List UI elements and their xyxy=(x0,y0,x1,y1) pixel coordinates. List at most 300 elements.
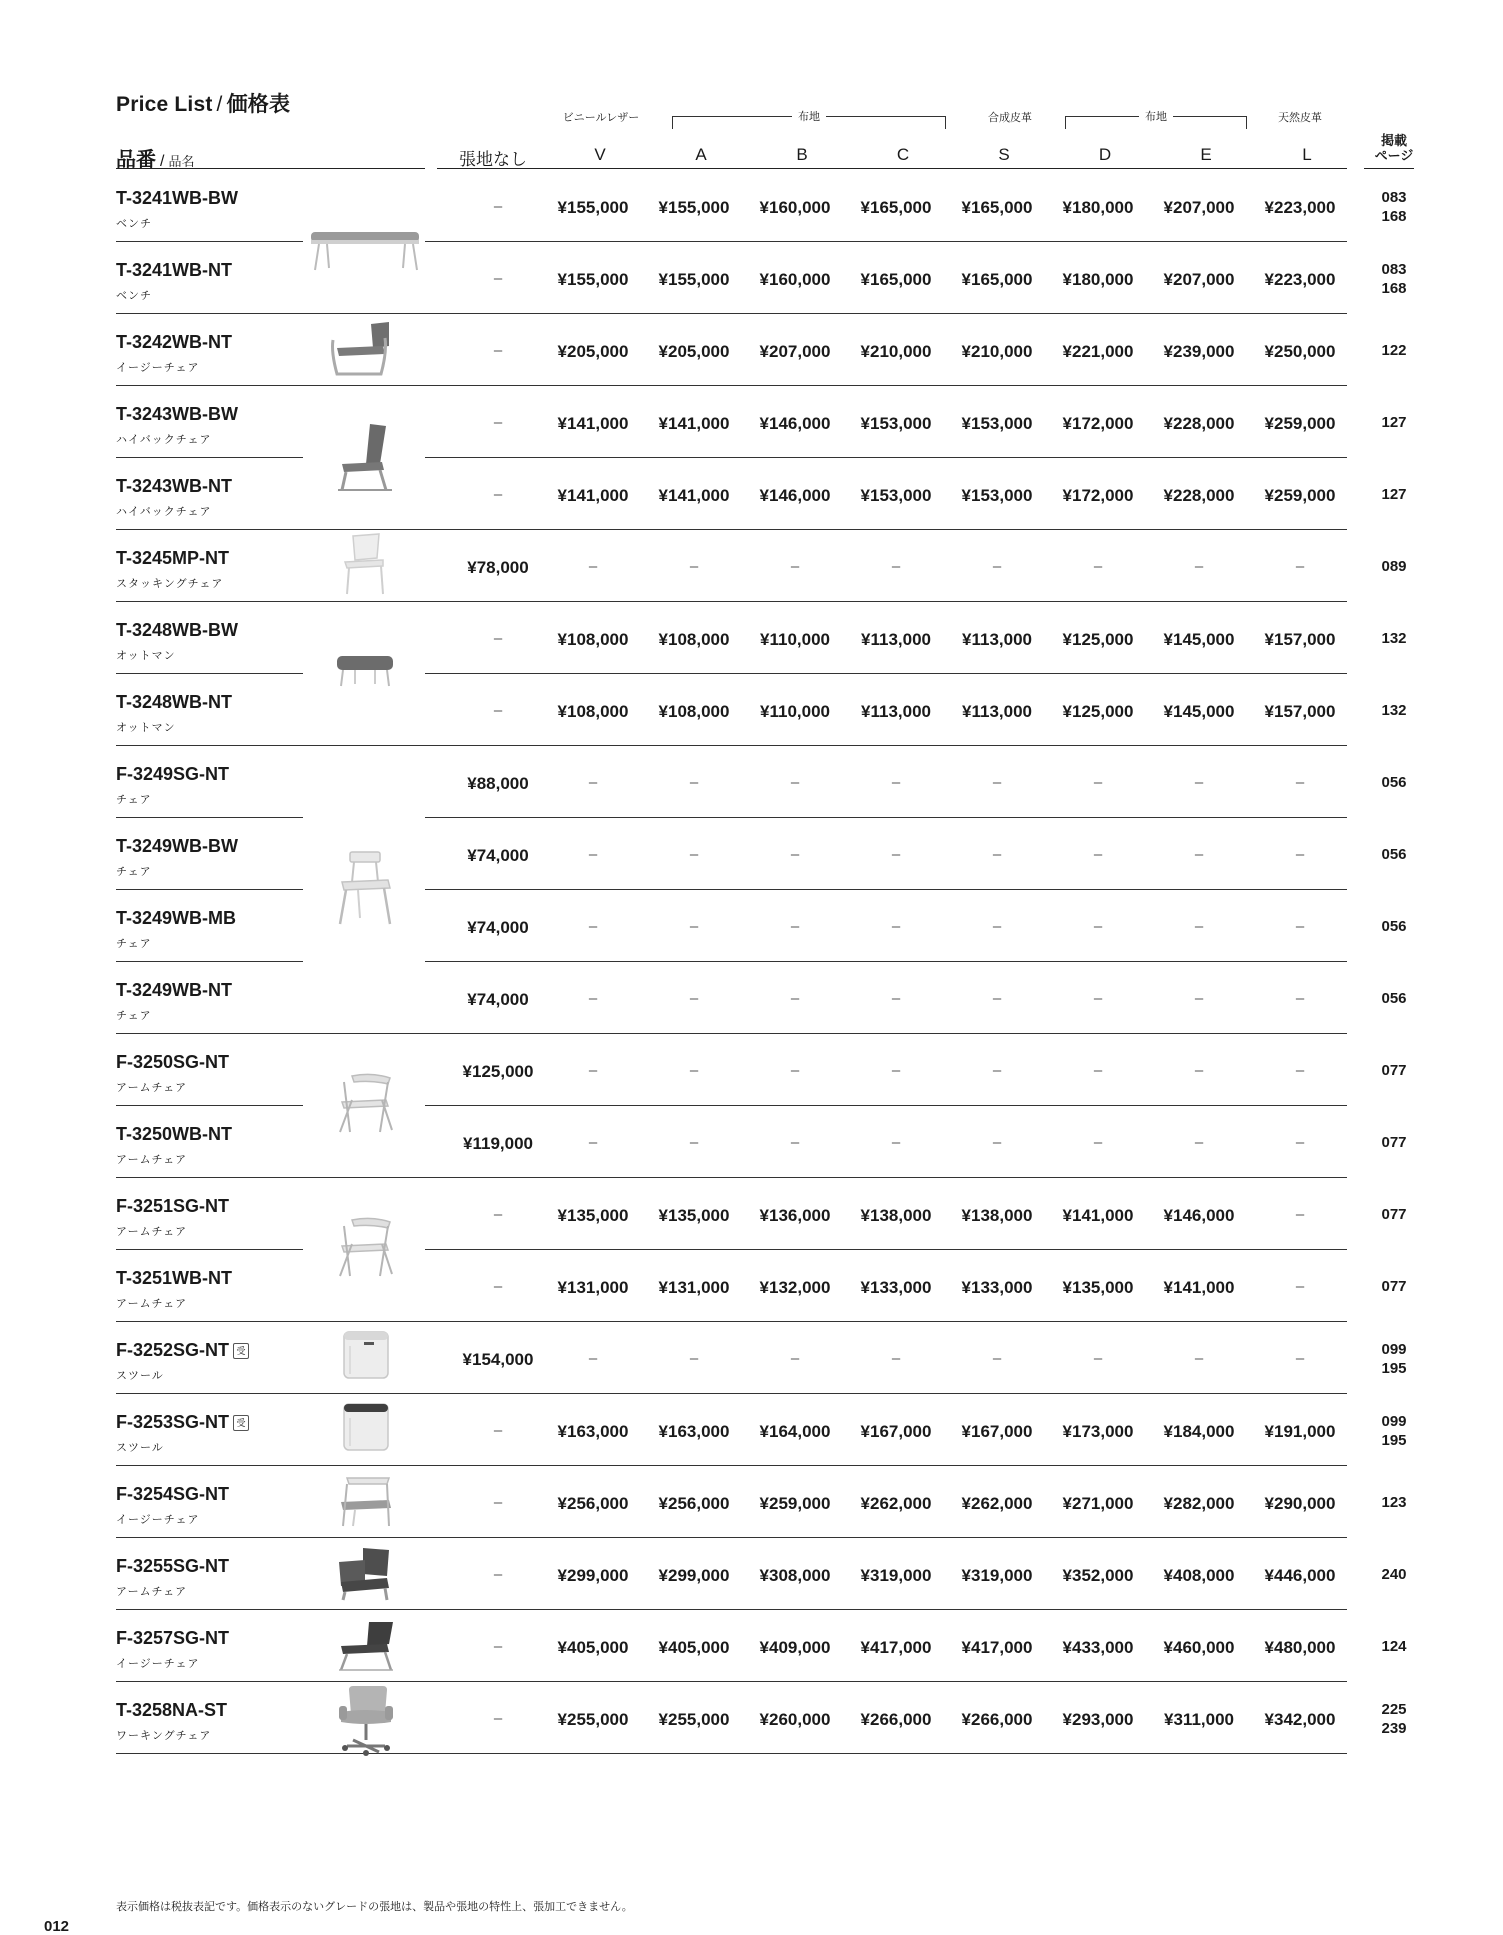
table-row xyxy=(0,1034,1503,1106)
header-code-label: 品番 / 品名 xyxy=(116,149,195,171)
price-cell: – xyxy=(790,918,800,935)
price-cell: – xyxy=(1295,918,1305,935)
price-cell: – xyxy=(1295,846,1305,863)
price-cell: – xyxy=(1194,1134,1204,1151)
price-cell: – xyxy=(689,990,699,1007)
price-cell: ¥228,000 xyxy=(1163,486,1235,505)
price-cell: ¥205,000 xyxy=(557,342,629,361)
price-cell: – xyxy=(891,1350,901,1367)
col-header-c: C xyxy=(896,145,910,164)
price-cell: ¥88,000 xyxy=(467,774,529,793)
price-cell: – xyxy=(1295,558,1305,575)
table-row xyxy=(0,890,1503,962)
table-row xyxy=(0,1394,1503,1466)
header-rule-page xyxy=(1364,168,1414,169)
product-name: アームチェア xyxy=(116,1082,188,1094)
product-name: オットマン xyxy=(116,722,176,734)
price-cell: ¥417,000 xyxy=(860,1638,932,1657)
product-code: F-3250SG-NT xyxy=(116,1052,230,1072)
price-cell: – xyxy=(588,1350,598,1367)
table-row xyxy=(0,1178,1503,1250)
page-ref: 077 xyxy=(1381,1278,1407,1295)
page-ref: 077 xyxy=(1381,1134,1407,1151)
price-cell: – xyxy=(790,1350,800,1367)
header-rule-code xyxy=(116,168,425,169)
price-cell: ¥256,000 xyxy=(658,1494,730,1513)
product-code: T-3258NA-ST xyxy=(116,1700,228,1720)
price-cell: ¥299,000 xyxy=(658,1566,730,1585)
price-cell: ¥125,000 xyxy=(1062,630,1134,649)
price-cell: ¥113,000 xyxy=(861,702,931,721)
price-cell: – xyxy=(689,774,699,791)
table-row xyxy=(0,674,1503,746)
product-code: T-3241WB-BW xyxy=(116,188,239,208)
product-name: チェア xyxy=(116,794,152,806)
price-cell: – xyxy=(992,1350,1002,1367)
price-cell: – xyxy=(493,1278,503,1295)
col-header-a: A xyxy=(695,145,707,164)
product-code: F-3257SG-NT xyxy=(116,1628,230,1648)
col-header-d: D xyxy=(1098,145,1112,164)
price-cell: ¥207,000 xyxy=(1163,270,1235,289)
price-cell: ¥141,000 xyxy=(658,414,730,433)
price-cell: – xyxy=(891,1134,901,1151)
price-cell: – xyxy=(1295,1278,1305,1295)
price-cell: ¥308,000 xyxy=(759,1566,831,1585)
price-cell: ¥210,000 xyxy=(961,342,1033,361)
product-code: F-3254SG-NT xyxy=(116,1484,230,1504)
price-cell: ¥160,000 xyxy=(759,270,831,289)
price-cell: – xyxy=(1093,846,1103,863)
stacking-chair-icon xyxy=(335,532,395,598)
price-cell: ¥163,000 xyxy=(557,1422,629,1441)
group-natural-leather: 天然皮革 xyxy=(1278,112,1322,124)
price-cell: – xyxy=(1194,918,1204,935)
table-row xyxy=(0,818,1503,890)
made-to-order-badge: 受 xyxy=(233,1343,249,1359)
price-cell: ¥173,000 xyxy=(1062,1422,1134,1441)
price-cell: ¥145,000 xyxy=(1163,702,1235,721)
easy-chair-icon xyxy=(333,1474,397,1530)
price-cell: ¥74,000 xyxy=(467,918,529,937)
price-cell: – xyxy=(992,774,1002,791)
page-ref: 077 xyxy=(1381,1062,1407,1079)
page-ref: 240 xyxy=(1381,1566,1407,1583)
page-ref: 122 xyxy=(1381,342,1407,359)
price-cell: ¥113,000 xyxy=(962,702,1032,721)
product-name: イージーチェア xyxy=(116,1658,200,1670)
price-cell: ¥141,000 xyxy=(557,414,629,433)
product-code: T-3249WB-MB xyxy=(116,908,237,928)
price-cell: – xyxy=(1093,990,1103,1007)
price-cell: ¥125,000 xyxy=(1062,702,1134,721)
price-cell: ¥228,000 xyxy=(1163,414,1235,433)
price-cell: ¥131,000 xyxy=(557,1278,629,1297)
price-cell: ¥271,000 xyxy=(1062,1494,1134,1513)
price-cell: – xyxy=(493,1494,503,1511)
price-cell: ¥255,000 xyxy=(557,1710,629,1729)
price-cell: ¥293,000 xyxy=(1062,1710,1134,1729)
price-cell: – xyxy=(493,702,503,719)
price-cell: ¥141,000 xyxy=(658,486,730,505)
table-row xyxy=(0,1250,1503,1322)
product-code: T-3250WB-NT xyxy=(116,1124,233,1144)
price-cell: – xyxy=(493,414,503,431)
price-cell: – xyxy=(891,918,901,935)
price-cell: ¥259,000 xyxy=(759,1494,831,1513)
price-cell: – xyxy=(1093,774,1103,791)
price-cell: – xyxy=(790,1134,800,1151)
price-cell: ¥433,000 xyxy=(1062,1638,1134,1657)
page-number: 012 xyxy=(44,1918,70,1935)
col-header-e: E xyxy=(1200,145,1212,164)
price-cell: ¥153,000 xyxy=(961,486,1033,505)
price-cell: – xyxy=(689,558,699,575)
price-cell: ¥221,000 xyxy=(1062,342,1134,361)
price-cell: – xyxy=(1194,846,1204,863)
price-cell: ¥290,000 xyxy=(1264,1494,1336,1513)
price-cell: ¥266,000 xyxy=(860,1710,932,1729)
page-ref: 099 195 xyxy=(1381,1413,1407,1449)
price-cell: ¥119,000 xyxy=(463,1134,533,1153)
price-cell: ¥262,000 xyxy=(961,1494,1033,1513)
armchair-icon xyxy=(333,1544,397,1604)
price-cell: ¥282,000 xyxy=(1163,1494,1235,1513)
product-name: アームチェア xyxy=(116,1586,188,1598)
price-cell: ¥460,000 xyxy=(1163,1638,1235,1657)
price-cell: – xyxy=(689,1350,699,1367)
page-ref: 083 168 xyxy=(1381,189,1407,225)
product-code: F-3252SG-NT 受 xyxy=(116,1340,249,1361)
page-ref: 127 xyxy=(1381,414,1407,431)
price-cell: – xyxy=(588,918,598,935)
price-cell: – xyxy=(790,774,800,791)
group-synthetic-leather: 合成皮革 xyxy=(988,112,1032,124)
price-cell: ¥136,000 xyxy=(759,1206,831,1225)
product-code: T-3251WB-NT xyxy=(116,1268,233,1288)
price-cell: ¥141,000 xyxy=(1163,1278,1235,1297)
high-back-chair-icon xyxy=(330,420,404,494)
price-cell: ¥135,000 xyxy=(1062,1278,1134,1297)
page-ref: 056 xyxy=(1381,846,1407,863)
price-cell: – xyxy=(891,846,901,863)
page-ref: 077 xyxy=(1381,1206,1407,1223)
price-cell: ¥113,000 xyxy=(861,630,931,649)
price-cell: ¥163,000 xyxy=(658,1422,730,1441)
page-ref: 127 xyxy=(1381,486,1407,503)
stool-icon xyxy=(340,1328,392,1382)
price-cell: ¥191,000 xyxy=(1264,1422,1336,1441)
price-cell: ¥266,000 xyxy=(961,1710,1033,1729)
price-cell: – xyxy=(891,990,901,1007)
price-cell: – xyxy=(1093,1134,1103,1151)
price-cell: – xyxy=(1295,990,1305,1007)
price-cell: – xyxy=(790,1062,800,1079)
price-cell: ¥108,000 xyxy=(658,702,730,721)
price-cell: – xyxy=(992,918,1002,935)
page-ref: 123 xyxy=(1381,1494,1407,1511)
price-cell: ¥207,000 xyxy=(1163,198,1235,217)
price-cell: ¥167,000 xyxy=(961,1422,1033,1441)
price-cell: – xyxy=(588,774,598,791)
table-row xyxy=(0,1322,1503,1394)
page-ref: 225 239 xyxy=(1381,1701,1407,1737)
table-row xyxy=(0,386,1503,458)
price-cell: – xyxy=(493,342,503,359)
price-cell: ¥110,000 xyxy=(760,702,830,721)
price-cell: ¥138,000 xyxy=(860,1206,932,1225)
price-cell: – xyxy=(1295,1134,1305,1151)
price-cell: – xyxy=(1295,1206,1305,1223)
price-cell: – xyxy=(493,198,503,215)
group-fabric-2-bracket: 布地 xyxy=(1065,116,1247,129)
price-cell: – xyxy=(1093,1350,1103,1367)
table-row xyxy=(0,242,1503,314)
table-row xyxy=(0,962,1503,1034)
price-cell: – xyxy=(992,1134,1002,1151)
price-cell: – xyxy=(588,1134,598,1151)
price-cell: ¥223,000 xyxy=(1264,270,1336,289)
price-cell: ¥153,000 xyxy=(961,414,1033,433)
price-cell: – xyxy=(891,558,901,575)
price-cell: ¥160,000 xyxy=(759,198,831,217)
price-cell: ¥167,000 xyxy=(860,1422,932,1441)
page-ref: 056 xyxy=(1381,918,1407,935)
product-code: F-3253SG-NT 受 xyxy=(116,1412,249,1433)
page-title: Price List / 価格表 xyxy=(116,93,291,116)
price-cell: ¥157,000 xyxy=(1264,702,1336,721)
price-cell: ¥262,000 xyxy=(860,1494,932,1513)
page-ref: 132 xyxy=(1381,702,1407,719)
price-cell: – xyxy=(1093,558,1103,575)
price-cell: – xyxy=(588,1062,598,1079)
price-cell: – xyxy=(493,630,503,647)
product-code: F-3251SG-NT xyxy=(116,1196,230,1216)
price-cell: – xyxy=(493,1206,503,1223)
product-code: T-3248WB-NT xyxy=(116,692,233,712)
product-name: アームチェア xyxy=(116,1298,188,1310)
price-cell: – xyxy=(790,846,800,863)
table-row xyxy=(0,1610,1503,1682)
price-cell: – xyxy=(1295,1062,1305,1079)
price-cell: ¥205,000 xyxy=(658,342,730,361)
office-chair-icon xyxy=(333,1684,399,1756)
price-cell: – xyxy=(1093,1062,1103,1079)
ottoman-icon xyxy=(333,650,397,690)
price-cell: ¥108,000 xyxy=(557,702,629,721)
price-cell: ¥250,000 xyxy=(1264,342,1336,361)
price-cell: ¥446,000 xyxy=(1264,1566,1336,1585)
price-cell: – xyxy=(588,990,598,1007)
price-cell: – xyxy=(588,846,598,863)
price-cell: ¥180,000 xyxy=(1062,198,1134,217)
table-row xyxy=(0,1682,1503,1754)
price-cell: ¥184,000 xyxy=(1163,1422,1235,1441)
product-code: T-3242WB-NT xyxy=(116,332,233,352)
product-code: F-3255SG-NT xyxy=(116,1556,230,1576)
table-row xyxy=(0,746,1503,818)
price-cell: ¥141,000 xyxy=(1062,1206,1134,1225)
product-name: ベンチ xyxy=(116,218,152,230)
page-ref: 099 195 xyxy=(1381,1341,1407,1377)
made-to-order-badge: 受 xyxy=(233,1415,249,1431)
row-divider xyxy=(116,1753,1347,1754)
page-ref: 056 xyxy=(1381,774,1407,791)
price-cell: – xyxy=(493,1422,503,1439)
page-ref: 056 xyxy=(1381,990,1407,1007)
price-cell: – xyxy=(891,1062,901,1079)
col-header-no-fabric: 張地なし xyxy=(459,150,527,169)
price-cell: – xyxy=(689,1062,699,1079)
product-name: ベンチ xyxy=(116,290,152,302)
price-cell: ¥409,000 xyxy=(759,1638,831,1657)
price-cell: ¥164,000 xyxy=(759,1422,831,1441)
price-cell: ¥239,000 xyxy=(1163,342,1235,361)
price-cell: ¥172,000 xyxy=(1062,486,1134,505)
price-cell: ¥417,000 xyxy=(961,1638,1033,1657)
price-cell: ¥342,000 xyxy=(1264,1710,1336,1729)
armchair-icon xyxy=(332,1070,398,1136)
price-cell: – xyxy=(689,918,699,935)
price-cell: ¥146,000 xyxy=(1163,1206,1235,1225)
product-code: T-3245MP-NT xyxy=(116,548,230,568)
price-cell: ¥311,000 xyxy=(1164,1710,1234,1729)
col-header-page: 掲載 ページ xyxy=(1374,133,1414,163)
price-cell: ¥405,000 xyxy=(658,1638,730,1657)
product-name: ワーキングチェア xyxy=(116,1730,212,1742)
product-name: イージーチェア xyxy=(116,362,200,374)
price-cell: – xyxy=(493,270,503,287)
product-name: スツール xyxy=(116,1370,164,1382)
price-cell: – xyxy=(1295,1350,1305,1367)
price-cell: ¥319,000 xyxy=(860,1566,932,1585)
price-cell: – xyxy=(493,1710,503,1727)
price-cell: – xyxy=(1093,918,1103,935)
price-cell: ¥78,000 xyxy=(467,558,529,577)
armchair-icon xyxy=(332,1214,398,1280)
price-cell: ¥165,000 xyxy=(961,198,1033,217)
price-cell: ¥155,000 xyxy=(658,198,730,217)
price-cell: ¥256,000 xyxy=(557,1494,629,1513)
price-cell: – xyxy=(588,558,598,575)
price-cell: ¥133,000 xyxy=(961,1278,1033,1297)
price-cell: ¥153,000 xyxy=(860,486,932,505)
price-cell: – xyxy=(992,846,1002,863)
price-cell: – xyxy=(891,774,901,791)
price-cell: – xyxy=(493,1638,503,1655)
price-cell: ¥260,000 xyxy=(759,1710,831,1729)
price-cell: – xyxy=(992,558,1002,575)
price-cell: ¥108,000 xyxy=(557,630,629,649)
product-code: T-3243WB-BW xyxy=(116,404,239,424)
product-code: T-3241WB-NT xyxy=(116,260,233,280)
col-header-v: V xyxy=(594,145,606,164)
price-cell: – xyxy=(1194,990,1204,1007)
table-row xyxy=(0,1106,1503,1178)
product-name: チェア xyxy=(116,938,152,950)
col-header-l: L xyxy=(1302,145,1312,164)
page-ref: 132 xyxy=(1381,630,1407,647)
product-name: アームチェア xyxy=(116,1226,188,1238)
price-cell: ¥165,000 xyxy=(860,198,932,217)
price-cell: ¥155,000 xyxy=(557,270,629,289)
page-ref: 083 168 xyxy=(1381,261,1407,297)
group-vinyl-leather: ビニールレザー xyxy=(562,112,640,124)
product-name: イージーチェア xyxy=(116,1514,200,1526)
price-cell: – xyxy=(1295,774,1305,791)
price-cell: ¥180,000 xyxy=(1062,270,1134,289)
price-cell: ¥135,000 xyxy=(557,1206,629,1225)
price-cell: ¥223,000 xyxy=(1264,198,1336,217)
table-row xyxy=(0,458,1503,530)
price-cell: ¥155,000 xyxy=(658,270,730,289)
price-cell: ¥157,000 xyxy=(1264,630,1336,649)
product-name: スツール xyxy=(116,1442,164,1454)
price-cell: ¥132,000 xyxy=(759,1278,831,1297)
easy-chair-icon xyxy=(323,318,403,380)
price-cell: ¥141,000 xyxy=(557,486,629,505)
product-name: ハイバックチェア xyxy=(116,506,212,518)
price-cell: ¥165,000 xyxy=(961,270,1033,289)
price-cell: – xyxy=(992,990,1002,1007)
easy-chair-icon xyxy=(333,1618,399,1674)
table-row xyxy=(0,1466,1503,1538)
product-name: ハイバックチェア xyxy=(116,434,212,446)
price-cell: ¥113,000 xyxy=(962,630,1032,649)
product-code: F-3249SG-NT xyxy=(116,764,230,784)
price-cell: ¥138,000 xyxy=(961,1206,1033,1225)
price-cell: ¥135,000 xyxy=(658,1206,730,1225)
price-cell: – xyxy=(1194,558,1204,575)
header-rule-prices xyxy=(437,168,1347,169)
table-row xyxy=(0,602,1503,674)
price-cell: ¥165,000 xyxy=(860,270,932,289)
product-code: T-3249WB-BW xyxy=(116,836,239,856)
bench-icon xyxy=(305,228,425,288)
product-code: T-3248WB-BW xyxy=(116,620,239,640)
price-cell: ¥259,000 xyxy=(1264,486,1336,505)
price-cell: ¥172,000 xyxy=(1062,414,1134,433)
table-row xyxy=(0,1538,1503,1610)
price-cell: – xyxy=(493,1566,503,1583)
page-ref: 089 xyxy=(1381,558,1407,575)
product-name: オットマン xyxy=(116,650,176,662)
product-code: T-3249WB-NT xyxy=(116,980,233,1000)
price-cell: ¥74,000 xyxy=(467,990,529,1009)
price-cell: ¥131,000 xyxy=(658,1278,730,1297)
product-code: T-3243WB-NT xyxy=(116,476,233,496)
product-name: チェア xyxy=(116,866,152,878)
product-name: アームチェア xyxy=(116,1154,188,1166)
group-fabric-1-bracket: 布地 xyxy=(672,116,946,129)
price-cell: ¥74,000 xyxy=(467,846,529,865)
price-cell: ¥108,000 xyxy=(658,630,730,649)
price-cell: ¥146,000 xyxy=(759,414,831,433)
price-cell: ¥408,000 xyxy=(1163,1566,1235,1585)
stool-icon xyxy=(340,1400,392,1454)
price-cell: – xyxy=(790,558,800,575)
price-cell: ¥319,000 xyxy=(961,1566,1033,1585)
price-cell: ¥210,000 xyxy=(860,342,932,361)
price-cell: ¥207,000 xyxy=(759,342,831,361)
price-cell: ¥145,000 xyxy=(1163,630,1235,649)
price-cell: – xyxy=(689,1134,699,1151)
product-name: チェア xyxy=(116,1010,152,1022)
col-header-s: S xyxy=(998,145,1010,164)
price-cell: ¥352,000 xyxy=(1062,1566,1134,1585)
table-row xyxy=(0,170,1503,242)
price-cell: ¥154,000 xyxy=(462,1350,534,1369)
